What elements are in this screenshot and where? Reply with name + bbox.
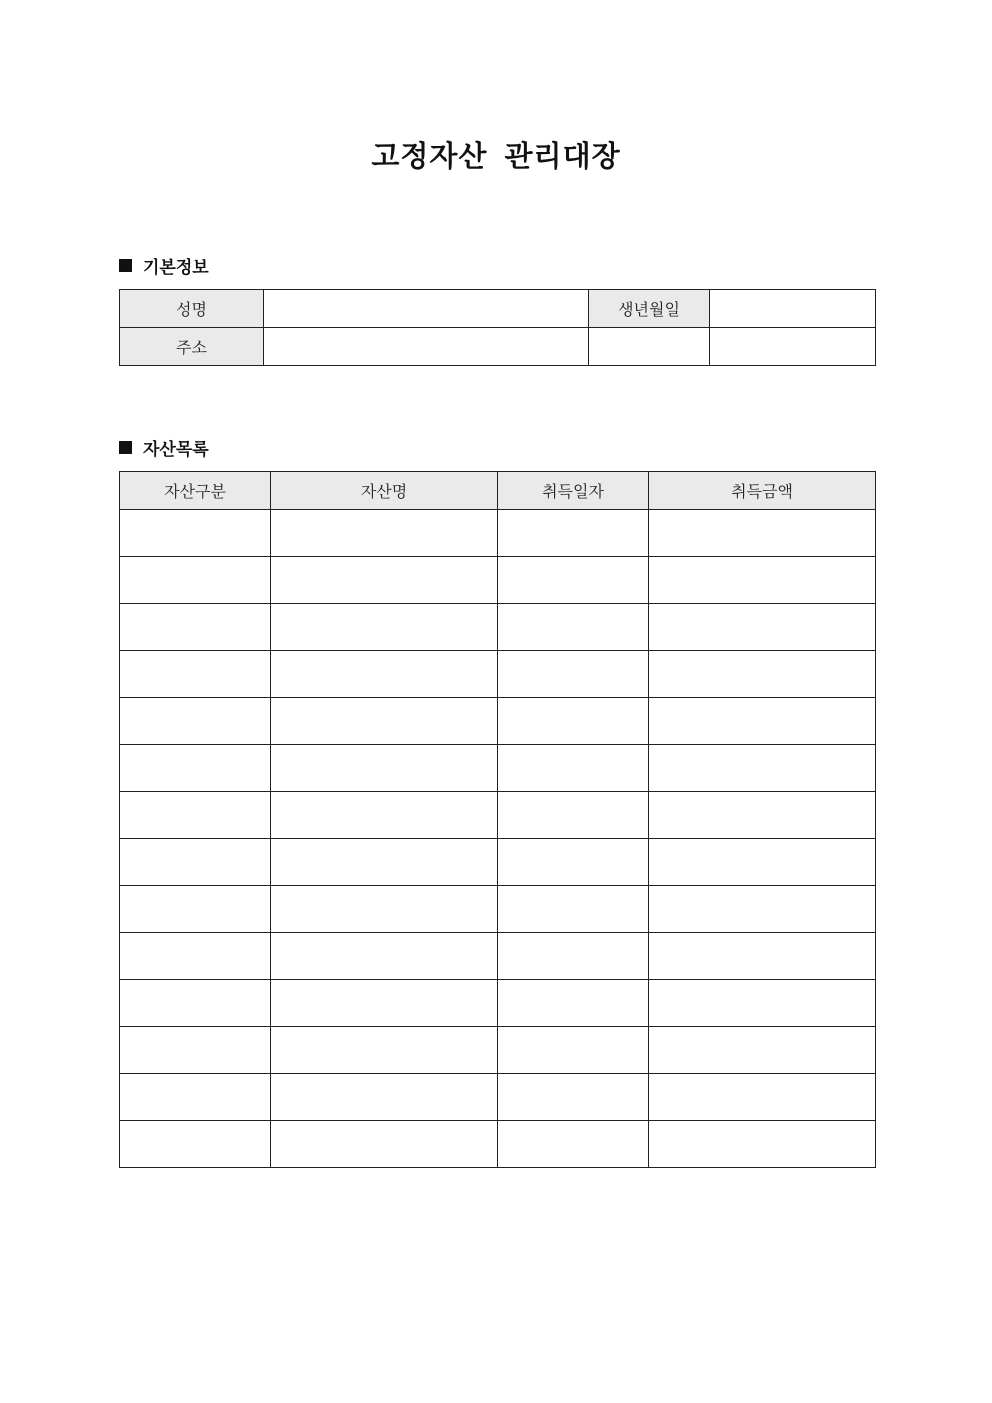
table-row <box>120 792 876 839</box>
table-row <box>120 745 876 792</box>
acquisition-date-cell[interactable] <box>498 698 649 745</box>
acquisition-date-cell[interactable] <box>498 980 649 1027</box>
asset-table-body <box>120 510 876 1168</box>
acquisition-date-cell[interactable] <box>498 839 649 886</box>
asset-category-cell[interactable] <box>120 604 271 651</box>
acquisition-date-cell[interactable] <box>498 1121 649 1168</box>
asset-category-cell[interactable] <box>120 745 271 792</box>
acquisition-amount-cell[interactable] <box>649 933 876 980</box>
acquisition-date-cell[interactable] <box>498 651 649 698</box>
asset-name-cell[interactable] <box>271 1121 498 1168</box>
column-header-asset-name: 자산명 <box>271 472 498 510</box>
acquisition-amount-cell[interactable] <box>649 604 876 651</box>
acquisition-amount-cell[interactable] <box>649 792 876 839</box>
table-row <box>120 698 876 745</box>
acquisition-amount-cell[interactable] <box>649 1074 876 1121</box>
basic-info-table <box>119 289 876 366</box>
acquisition-amount-cell[interactable] <box>649 980 876 1027</box>
acquisition-date-cell[interactable] <box>498 510 649 557</box>
table-row <box>120 510 876 557</box>
table-row <box>120 839 876 886</box>
asset-name-cell[interactable] <box>271 933 498 980</box>
asset-category-cell[interactable] <box>120 980 271 1027</box>
basic-info-heading-label: 기본정보 <box>143 257 209 278</box>
table-row <box>120 1074 876 1121</box>
asset-category-cell[interactable] <box>120 1121 271 1168</box>
asset-category-cell[interactable] <box>120 1074 271 1121</box>
asset-category-cell[interactable] <box>120 839 271 886</box>
asset-name-cell[interactable] <box>271 698 498 745</box>
acquisition-date-cell[interactable] <box>498 933 649 980</box>
acquisition-date-cell[interactable] <box>498 1074 649 1121</box>
basic-info-heading <box>119 252 209 278</box>
name-label: 성명 <box>120 290 264 328</box>
asset-list-heading-label: 자산목록 <box>143 439 209 460</box>
acquisition-amount-cell[interactable] <box>649 557 876 604</box>
asset-name-cell[interactable] <box>271 557 498 604</box>
acquisition-amount-cell[interactable] <box>649 745 876 792</box>
acquisition-amount-cell[interactable] <box>649 886 876 933</box>
birthdate-label: 생년월일 <box>589 290 710 328</box>
name-field[interactable] <box>264 290 589 328</box>
column-header-acquisition-date: 취득일자 <box>498 472 649 510</box>
acquisition-amount-cell[interactable] <box>649 1121 876 1168</box>
asset-category-cell[interactable] <box>120 510 271 557</box>
acquisition-amount-cell[interactable] <box>649 510 876 557</box>
table-row <box>120 1027 876 1074</box>
acquisition-date-cell[interactable] <box>498 745 649 792</box>
column-header-acquisition-amount: 취득금액 <box>649 472 876 510</box>
asset-category-cell[interactable] <box>120 651 271 698</box>
square-bullet-icon <box>119 259 132 272</box>
asset-category-cell[interactable] <box>120 557 271 604</box>
extra-field[interactable] <box>710 328 876 366</box>
acquisition-amount-cell[interactable] <box>649 698 876 745</box>
basic-info-row <box>120 328 876 366</box>
table-row <box>120 651 876 698</box>
asset-category-cell[interactable] <box>120 1027 271 1074</box>
asset-name-cell[interactable] <box>271 1027 498 1074</box>
asset-category-cell[interactable] <box>120 933 271 980</box>
asset-list-heading <box>119 434 209 460</box>
basic-info-row <box>120 290 876 328</box>
asset-category-cell[interactable] <box>120 792 271 839</box>
asset-table <box>119 471 876 1168</box>
asset-name-cell[interactable] <box>271 651 498 698</box>
asset-name-cell[interactable] <box>271 510 498 557</box>
acquisition-date-cell[interactable] <box>498 886 649 933</box>
asset-category-cell[interactable] <box>120 886 271 933</box>
table-row <box>120 604 876 651</box>
asset-name-cell[interactable] <box>271 839 498 886</box>
asset-table-header-row <box>120 472 876 510</box>
asset-name-cell[interactable] <box>271 886 498 933</box>
asset-name-cell[interactable] <box>271 745 498 792</box>
acquisition-amount-cell[interactable] <box>649 839 876 886</box>
acquisition-date-cell[interactable] <box>498 557 649 604</box>
table-row <box>120 980 876 1027</box>
column-header-asset-category: 자산구분 <box>120 472 271 510</box>
asset-name-cell[interactable] <box>271 1074 498 1121</box>
asset-category-cell[interactable] <box>120 698 271 745</box>
square-bullet-icon <box>119 441 132 454</box>
table-row <box>120 933 876 980</box>
asset-name-cell[interactable] <box>271 980 498 1027</box>
acquisition-date-cell[interactable] <box>498 1027 649 1074</box>
table-row <box>120 557 876 604</box>
table-row <box>120 886 876 933</box>
asset-name-cell[interactable] <box>271 604 498 651</box>
table-row <box>120 1121 876 1168</box>
acquisition-date-cell[interactable] <box>498 604 649 651</box>
extra-label-cell <box>589 328 710 366</box>
acquisition-amount-cell[interactable] <box>649 1027 876 1074</box>
document-title: 고정자산 관리대장 <box>371 139 621 173</box>
asset-name-cell[interactable] <box>271 792 498 839</box>
address-field[interactable] <box>264 328 589 366</box>
address-label: 주소 <box>120 328 264 366</box>
acquisition-amount-cell[interactable] <box>649 651 876 698</box>
acquisition-date-cell[interactable] <box>498 792 649 839</box>
birthdate-field[interactable] <box>710 290 876 328</box>
